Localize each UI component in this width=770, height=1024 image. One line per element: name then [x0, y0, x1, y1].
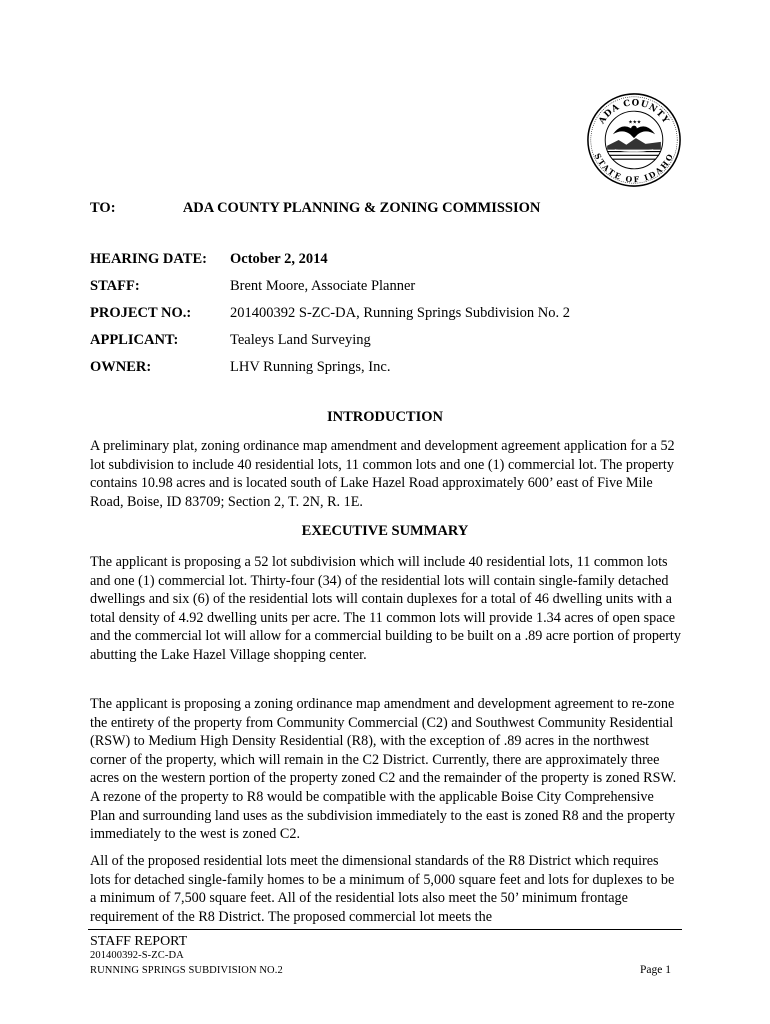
footer-divider: [88, 929, 682, 930]
field-staff: [90, 278, 570, 305]
field-value: LHV Running Springs, Inc.: [230, 359, 391, 375]
seal-top-text: ADA COUNTY: [597, 98, 671, 126]
field-hearing-date: [90, 251, 570, 278]
introduction-paragraph: A preliminary plat, zoning ordinance map amendment and development agreement application for a 52 lot subdivision to include 40 residential lots, 11 common lots and one (1) commercial lot. The property contains 10.98 acres and is located south of Lake Hazel Road approximately 600’ east of Five Mile Road, Boise, ID 83709; Section 2, T. 2N, R. 1E.: [90, 438, 675, 510]
field-value: Brent Moore, Associate Planner: [230, 278, 416, 294]
footer-file-number: 201400392-S-ZC-DA: [90, 950, 184, 961]
field-label: HEARING DATE:: [90, 251, 207, 267]
introduction-heading: INTRODUCTION: [326, 409, 443, 425]
seal-bottom-text: STATE OF IDAHO: [592, 151, 676, 185]
field-label: STAFF:: [90, 278, 140, 294]
summary-paragraph: The applicant is proposing a 52 lot subdivision which will include 40 residential lots, 11 common lots and one (1) commercial lot. Thirty-four (34) of the residential lots will contain single-family detached dwellings and six (6) of the residential lots will contain duplexes for a total of 46 dwelling units with a total density of 4.92 dwelling units per acre. The 11 common lots will provide 1.34 acres of open space and the commercial lot will allow for a commercial building to be built on a .89 acre portion of property abutting the Lake Hazel Village shopping center.: [90, 554, 681, 663]
field-value: Tealeys Land Surveying: [230, 332, 371, 348]
svg-text:STATE OF IDAHO: [593, 152, 676, 184]
field-label: APPLICANT:: [90, 332, 179, 348]
ada-county-seal: [586, 92, 682, 188]
summary-paragraph: All of the proposed residential lots meet the dimensional standards of the R8 District which requires lots for detached single-family homes to be a minimum of 5,000 square feet and lots for duplexes to be a minimum of 7,500 square feet. All of the residential lots also meet the 50’ minimum frontage requirement of the R8 District. The proposed commercial lot meets the: [90, 853, 675, 925]
field-label: PROJECT NO.:: [90, 305, 192, 321]
field-owner: [90, 359, 570, 386]
field-value: October 2, 2014: [230, 251, 328, 267]
seal-eagle-icon: [613, 120, 655, 138]
header-fields: [90, 251, 570, 386]
field-value: 201400392 S-ZC-DA, Running Springs Subdivision No. 2: [230, 305, 570, 321]
svg-text:★★★: ★★★: [628, 120, 642, 126]
page-number: Page 1: [640, 964, 671, 976]
to-label: TO:: [90, 200, 116, 216]
field-label: OWNER:: [90, 359, 152, 375]
footer-project-name: RUNNING SPRINGS SUBDIVISION NO.2: [90, 965, 283, 976]
to-recipient: ADA COUNTY PLANNING & ZONING COMMISSION: [182, 200, 541, 216]
executive-summary-heading: EXECUTIVE SUMMARY: [301, 523, 469, 539]
field-project-no: [90, 305, 570, 332]
field-applicant: [90, 332, 570, 359]
summary-paragraph: The applicant is proposing a zoning ordinance map amendment and development agreement to re-zone the entirety of the property from Community Commercial (C2) and Southwest Community Residential (RSW) to Medium High Density Residential (R8), with the exception of .89 acres in the northwest corner of the property, which will remain in the C2 District. Currently, there are approximately three acres on the western portion of the property zoned C2 and the remainder of the property is zoned RSW. A rezone of the property to R8 would be compatible with the applicable Boise City Comprehensive Plan and surrounding land uses as the subdivision immediately to the east is zoned R8 and the property immediately to the west is zoned C2.: [90, 696, 677, 843]
footer-title: STAFF REPORT: [90, 934, 188, 949]
to-line: [90, 200, 540, 217]
